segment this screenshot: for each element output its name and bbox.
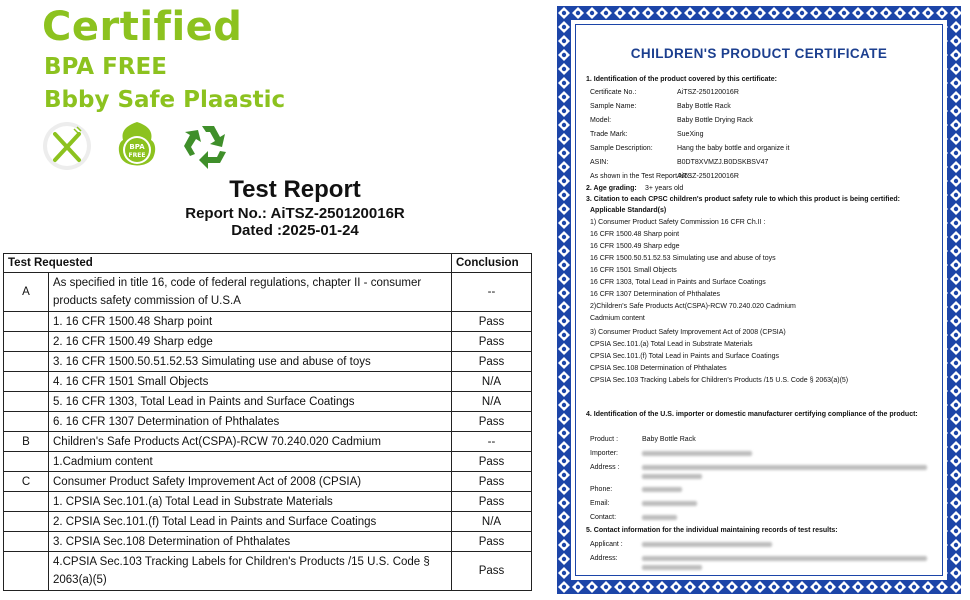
- item-cell: 1. 16 CFR 1500.48 Sharp point: [49, 312, 452, 332]
- section-1-heading: 1. Identification of the product covered by this certificate:: [586, 76, 777, 83]
- table-row: [4, 532, 532, 552]
- table-row: [4, 352, 532, 372]
- report-number: Report No.: AiTSZ-250120016R: [185, 205, 405, 222]
- table-row: [4, 273, 532, 312]
- section-cell: [4, 532, 49, 552]
- standard-line: 3) Consumer Product Safety Improvement Act of 2008 (CPSIA): [590, 329, 786, 336]
- free-badge-text: FREE: [128, 152, 146, 159]
- section-cell: [4, 452, 49, 472]
- item-cell: 6. 16 CFR 1307 Determination of Phthalates: [49, 412, 452, 432]
- field-label: Certificate No.:: [590, 89, 637, 96]
- table-row: [4, 312, 532, 332]
- report-title: Test Report: [229, 176, 361, 203]
- section-cell: [4, 512, 49, 532]
- section-4-heading: 4. Identification of the U.S. importer or domestic manufacturer certifying compliance of the product:: [586, 411, 918, 418]
- section-3-heading: 3. Citation to each CPSC children's product safety rule to which this product is being certified:: [586, 196, 900, 203]
- table-row: [4, 472, 532, 492]
- item-cell: 5. 16 CFR 1303, Total Lead in Paints and Surface Coatings: [49, 392, 452, 412]
- table-row: [4, 372, 532, 392]
- section-cell: [4, 552, 49, 591]
- section-cell: C: [4, 472, 49, 492]
- item-cell: 4.CPSIA Sec.103 Tracking Labels for Children's Products /15 U.S. Code § 2063(a)(5): [49, 552, 452, 591]
- result-cell: N/A: [452, 512, 532, 532]
- importer-label: Address :: [590, 464, 620, 471]
- importer-label: Contact:: [590, 514, 617, 521]
- standard-line: 16 CFR 1501 Small Objects: [590, 267, 677, 274]
- result-cell: Pass: [452, 352, 532, 372]
- field-label: Trade Mark:: [590, 131, 628, 138]
- item-cell: 1.Cadmium content: [49, 452, 452, 472]
- standard-line: CPSIA Sec.108 Determination of Phthalates: [590, 365, 727, 372]
- field-label: ASIN:: [590, 159, 609, 166]
- section-2-heading: 2. Age grading:: [586, 185, 637, 192]
- table-row: [4, 432, 532, 452]
- result-cell: Pass: [452, 452, 532, 472]
- table-row: [4, 552, 532, 591]
- section-cell: [4, 352, 49, 372]
- standard-line: 16 CFR 1303, Total Lead in Paints and Surface Coatings: [590, 279, 766, 286]
- result-cell: Pass: [452, 472, 532, 492]
- field-value: Baby Bottle Rack: [677, 103, 731, 110]
- item-cell: Children's Safe Products Act(CSPA)-RCW 70.240.020 Cadmium: [49, 432, 452, 452]
- result-cell: --: [452, 273, 532, 312]
- table-row: [4, 332, 532, 352]
- result-cell: Pass: [452, 552, 532, 591]
- section-cell: [4, 372, 49, 392]
- item-cell: 4. 16 CFR 1501 Small Objects: [49, 372, 452, 392]
- field-label: As shown in the Test Report No.:: [590, 173, 692, 180]
- result-cell: Pass: [452, 332, 532, 352]
- bpa-free-heading: BPA FREE: [44, 54, 167, 80]
- section-cell: [4, 332, 49, 352]
- result-cell: Pass: [452, 312, 532, 332]
- standard-line: Cadmium content: [590, 315, 645, 322]
- section-cell: [4, 492, 49, 512]
- header-test-requested: Test Requested: [4, 254, 452, 273]
- header-conclusion: Conclusion: [452, 254, 532, 273]
- certificate-title: CHILDREN'S PRODUCT CERTIFICATE: [630, 46, 888, 61]
- field-label: Sample Name:: [590, 103, 637, 110]
- field-value: SueXing: [677, 131, 704, 138]
- applicant-label: Applicant :: [590, 541, 623, 548]
- section-5-heading: 5. Contact information for the individual maintaining records of test results:: [586, 527, 838, 534]
- bpa-free-icon: [111, 120, 163, 172]
- age-grading-value: 3+ years old: [645, 185, 684, 192]
- importer-product-value: Baby Bottle Rack: [642, 436, 696, 443]
- standard-line: 16 CFR 1500.49 Sharp edge: [590, 243, 680, 250]
- standard-line: 1) Consumer Product Safety Commission 16 CFR Ch.II :: [590, 219, 766, 226]
- table-row: [4, 452, 532, 472]
- table-row: [4, 512, 532, 532]
- bpa-badge-text: BPA: [129, 143, 145, 151]
- fork-knife-icon: [41, 120, 93, 172]
- standard-line: 2)Children's Safe Products Act(CSPA)-RCW 70.240.020 Cadmium: [590, 303, 796, 310]
- item-cell: 3. 16 CFR 1500.50.51.52.53 Simulating use and abuse of toys: [49, 352, 452, 372]
- report-date: Dated :2025-01-24: [231, 222, 359, 239]
- field-label: Sample Description:: [590, 145, 653, 152]
- result-cell: Pass: [452, 412, 532, 432]
- importer-label: Email:: [590, 500, 610, 507]
- importer-label: Importer:: [590, 450, 619, 457]
- importer-label: Phone:: [590, 486, 613, 493]
- result-cell: N/A: [452, 372, 532, 392]
- applicant-address-label: Address:: [590, 555, 618, 562]
- baby-safe-plastic-heading: Bbby Safe Plaastic: [44, 87, 286, 113]
- table-header-row: [4, 254, 532, 273]
- field-value: B0DT8XVMZJ.B0DSKBSV47: [677, 159, 769, 166]
- item-cell: 1. CPSIA Sec.101.(a) Total Lead in Substrate Materials: [49, 492, 452, 512]
- result-cell: N/A: [452, 392, 532, 412]
- standard-line: 16 CFR 1500.48 Sharp point: [590, 231, 680, 238]
- item-cell: 2. CPSIA Sec.101.(f) Total Lead in Paints and Surface Coatings: [49, 512, 452, 532]
- field-label: Model:: [590, 117, 612, 124]
- item-cell: As specified in title 16, code of federal regulations, chapter II - consumer products safety commission of U.S.A: [49, 273, 452, 312]
- recycle-icon: [182, 120, 234, 172]
- result-cell: Pass: [452, 532, 532, 552]
- field-value: AiTSZ-250120016R: [677, 89, 739, 96]
- section-cell: [4, 392, 49, 412]
- standard-line: 16 CFR 1307 Determination of Phthalates: [590, 291, 720, 298]
- standard-line: CPSIA Sec.101.(f) Total Lead in Paints and Surface Coatings: [590, 353, 779, 360]
- field-value: Baby Bottle Drying Rack: [677, 117, 753, 124]
- importer-label: Product :: [590, 436, 619, 443]
- item-cell: Consumer Product Safety Improvement Act of 2008 (CPSIA): [49, 472, 452, 492]
- standard-line: CPSIA Sec.103 Tracking Labels for Children's Products /15 U.S. Code § 2063(a)(5): [590, 377, 849, 384]
- section-cell: A: [4, 273, 49, 312]
- test-results-table: [3, 253, 532, 591]
- certified-title: Certified: [42, 4, 243, 50]
- applicable-standards-heading: Applicable Standard(s): [590, 207, 667, 214]
- field-value: Hang the baby bottle and organize it: [677, 145, 790, 152]
- section-cell: B: [4, 432, 49, 452]
- standard-line: 16 CFR 1500.50.51.52.53 Simulating use and abuse of toys: [590, 255, 776, 262]
- table-row: [4, 392, 532, 412]
- childrens-product-certificate: [557, 6, 961, 594]
- table-row: [4, 412, 532, 432]
- result-cell: Pass: [452, 492, 532, 512]
- item-cell: 3. CPSIA Sec.108 Determination of Phthalates: [49, 532, 452, 552]
- field-value: AiTSZ-250120016R: [677, 173, 739, 180]
- standard-line: CPSIA Sec.101.(a) Total Lead in Substrate Materials: [590, 341, 753, 348]
- section-cell: [4, 412, 49, 432]
- item-cell: 2. 16 CFR 1500.49 Sharp edge: [49, 332, 452, 352]
- section-cell: [4, 312, 49, 332]
- result-cell: --: [452, 432, 532, 452]
- table-row: [4, 492, 532, 512]
